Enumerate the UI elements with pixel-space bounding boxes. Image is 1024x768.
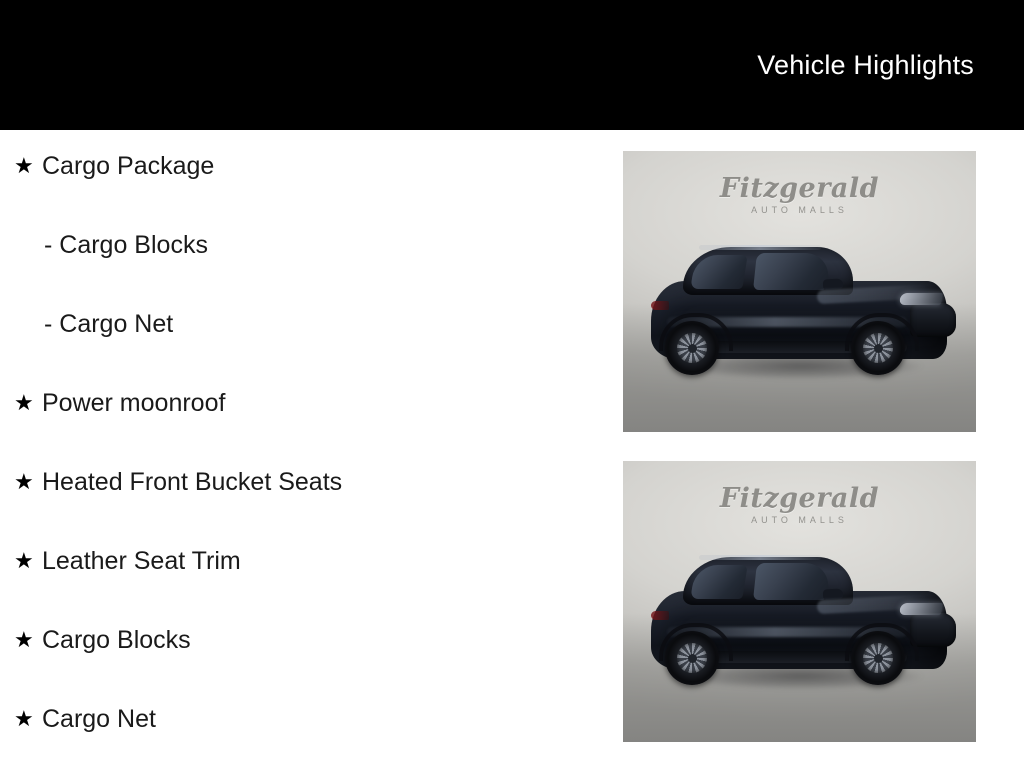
- rear-wheel-cap: [688, 344, 697, 353]
- dealer-watermark-name: Fitzgerald: [719, 173, 880, 204]
- headlight: [899, 293, 944, 305]
- front-wheel-cap: [874, 344, 883, 353]
- rear-wheel: [665, 631, 719, 685]
- star-icon: ★: [14, 627, 34, 652]
- star-icon: ★: [14, 153, 34, 178]
- car-illustration: [637, 539, 962, 704]
- front-wheel: [851, 631, 905, 685]
- dealer-watermark-tagline: AUTO MALLS: [751, 515, 848, 525]
- list-item-label: Leather Seat Trim: [42, 547, 241, 575]
- star-icon: ★: [14, 706, 34, 731]
- dealer-watermark-tagline: AUTO MALLS: [751, 205, 848, 215]
- front-window: [753, 253, 831, 290]
- vehicle-photo-front-three-quarter-2[interactable]: [623, 461, 976, 742]
- list-item: [0, 547, 600, 626]
- taillight: [651, 611, 669, 620]
- list-item: [0, 310, 600, 389]
- roof-rail: [699, 555, 821, 560]
- roof-rail: [699, 245, 821, 250]
- star-icon: ★: [14, 469, 34, 494]
- front-wheel: [851, 321, 905, 375]
- list-item-label: Heated Front Bucket Seats: [42, 468, 343, 496]
- list-item: [0, 389, 600, 468]
- list-item-label: - Cargo Net: [44, 310, 174, 338]
- list-item-label: Power moonroof: [42, 389, 226, 417]
- list-item-label: Cargo Package: [42, 152, 215, 180]
- front-grille: [910, 613, 956, 647]
- list-item: [0, 705, 600, 768]
- car-illustration: [637, 229, 962, 394]
- list-item: [0, 231, 600, 310]
- front-window: [753, 563, 831, 600]
- star-icon: ★: [14, 548, 34, 573]
- vehicle-photo-front-three-quarter-1[interactable]: [623, 151, 976, 432]
- headlight: [899, 603, 944, 615]
- list-item: [0, 152, 600, 231]
- list-item-label: - Cargo Blocks: [44, 231, 208, 259]
- list-item-label: Cargo Net: [42, 705, 156, 733]
- page-title: Vehicle Highlights: [757, 50, 974, 80]
- taillight: [651, 301, 669, 310]
- front-wheel-cap: [874, 654, 883, 663]
- front-grille: [910, 303, 956, 337]
- list-item: [0, 468, 600, 547]
- list-item: [0, 626, 600, 705]
- feature-list: [0, 130, 600, 768]
- header-bar: [0, 0, 1024, 130]
- list-item-label: Cargo Blocks: [42, 626, 191, 654]
- dealer-watermark-name: Fitzgerald: [719, 483, 880, 514]
- rear-wheel-cap: [688, 654, 697, 663]
- rear-wheel: [665, 321, 719, 375]
- star-icon: ★: [14, 390, 34, 415]
